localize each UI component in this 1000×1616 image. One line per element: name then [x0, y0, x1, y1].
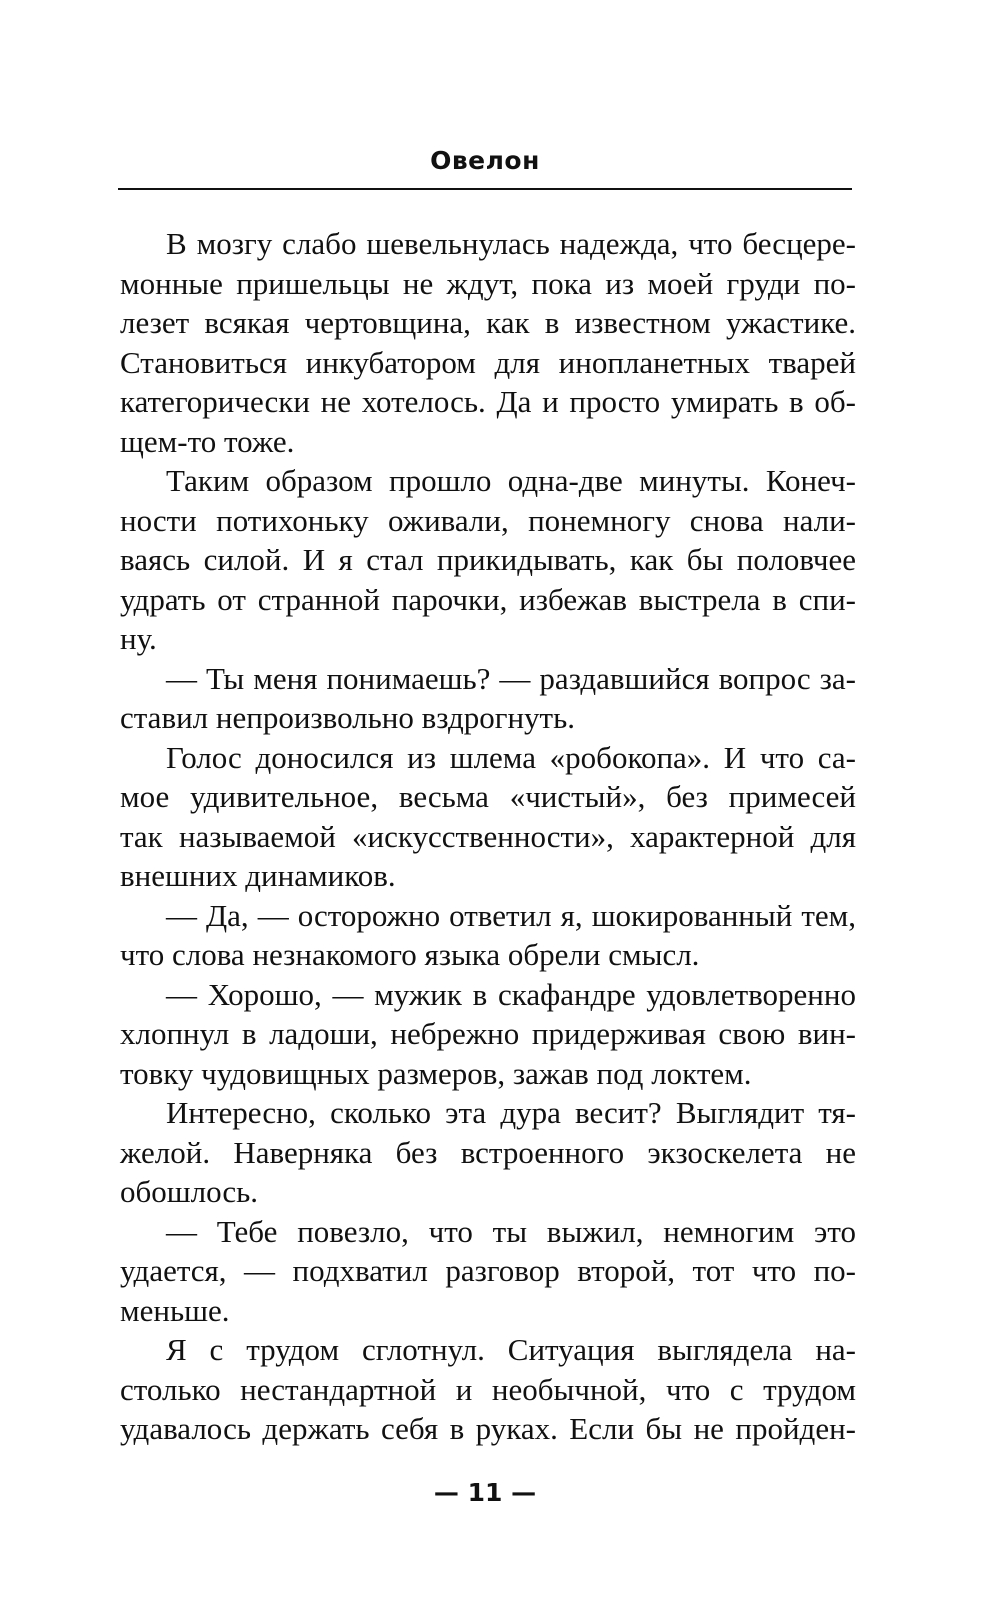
paragraph [120, 1212, 856, 1331]
paragraph [120, 1330, 856, 1449]
text-line: — Хорошо, — мужик в скафандре удовлетворенно [166, 976, 856, 1012]
text-line: ности потихоньку оживали, понемногу снова нали- [120, 502, 856, 538]
text-line: В мозгу слабо шевельнулась надежда, что бесцере- [166, 226, 856, 261]
paragraph [120, 1093, 856, 1212]
text-line: категорически не хотелось. Да и просто умирать в об- [120, 384, 856, 419]
text-line: внешних динамиков. [120, 858, 396, 893]
text-line: щем-то тоже. [120, 423, 295, 459]
text-line: так называемой «искусственности», характерной для [120, 818, 856, 854]
header-rule [118, 188, 852, 190]
text-line: Голос доносился из шлема «робокопа». И что са- [166, 739, 856, 775]
body-text [120, 224, 856, 1449]
page-number: — 11 — [433, 1478, 537, 1507]
text-line: Становиться инкубатором для инопланетных тварей [120, 344, 856, 380]
text-line: удрать от странной парочки, избежав выстрела в спи- [120, 581, 856, 617]
text-line: хлопнул в ладоши, небрежно придерживая свою вин- [120, 1016, 856, 1051]
text-line: обошлось. [120, 1174, 259, 1209]
paragraph [120, 461, 856, 659]
text-line: меньше. [120, 1292, 230, 1328]
text-line: товку чудовищных размеров, зажав под локтем. [120, 1055, 752, 1091]
text-line: лезет всякая чертовщина, как в известном ужастике. [120, 305, 856, 340]
text-line: желой. Наверняка без встроенного экзоскелета не [120, 1134, 856, 1170]
text-line: столько нестандартной и необычной, что с трудом [120, 1371, 856, 1407]
running-title: Овелон [430, 146, 540, 175]
text-line: ваясь силой. И я стал прикидывать, как бы половчее [120, 542, 856, 577]
text-line: — Ты меня понимаешь? — раздавшийся вопрос за- [166, 660, 856, 696]
text-line: — Тебе повезло, что ты выжил, немногим это [166, 1213, 856, 1249]
text-line: мое удивительное, весьма «чистый», без примесей [120, 779, 856, 814]
text-line: Я с трудом сглотнул. Ситуация выглядела на- [166, 1332, 856, 1367]
paragraph [120, 659, 856, 738]
paragraph [120, 896, 856, 975]
text-line: ставил непроизвольно вздрогнуть. [120, 700, 575, 735]
text-line: ну. [120, 621, 157, 656]
paragraph [120, 975, 856, 1094]
text-line: Интересно, сколько эта дура весит? Выглядит тя- [166, 1095, 856, 1130]
text-line: Таким образом прошло одна-две минуты. Конеч- [166, 463, 856, 498]
text-line: монные пришельцы не ждут, пока из моей груди по- [120, 265, 856, 301]
paragraph [120, 224, 856, 461]
text-line: — Да, — осторожно ответил я, шокированный тем, [166, 897, 856, 933]
paragraph [120, 738, 856, 896]
text-line: что слова незнакомого языка обрели смысл. [120, 937, 700, 972]
text-line: удавалось держать себя в руках. Если бы не пройден- [120, 1411, 856, 1446]
text-line: удается, — подхватил разговор второй, тот что по- [120, 1253, 856, 1288]
